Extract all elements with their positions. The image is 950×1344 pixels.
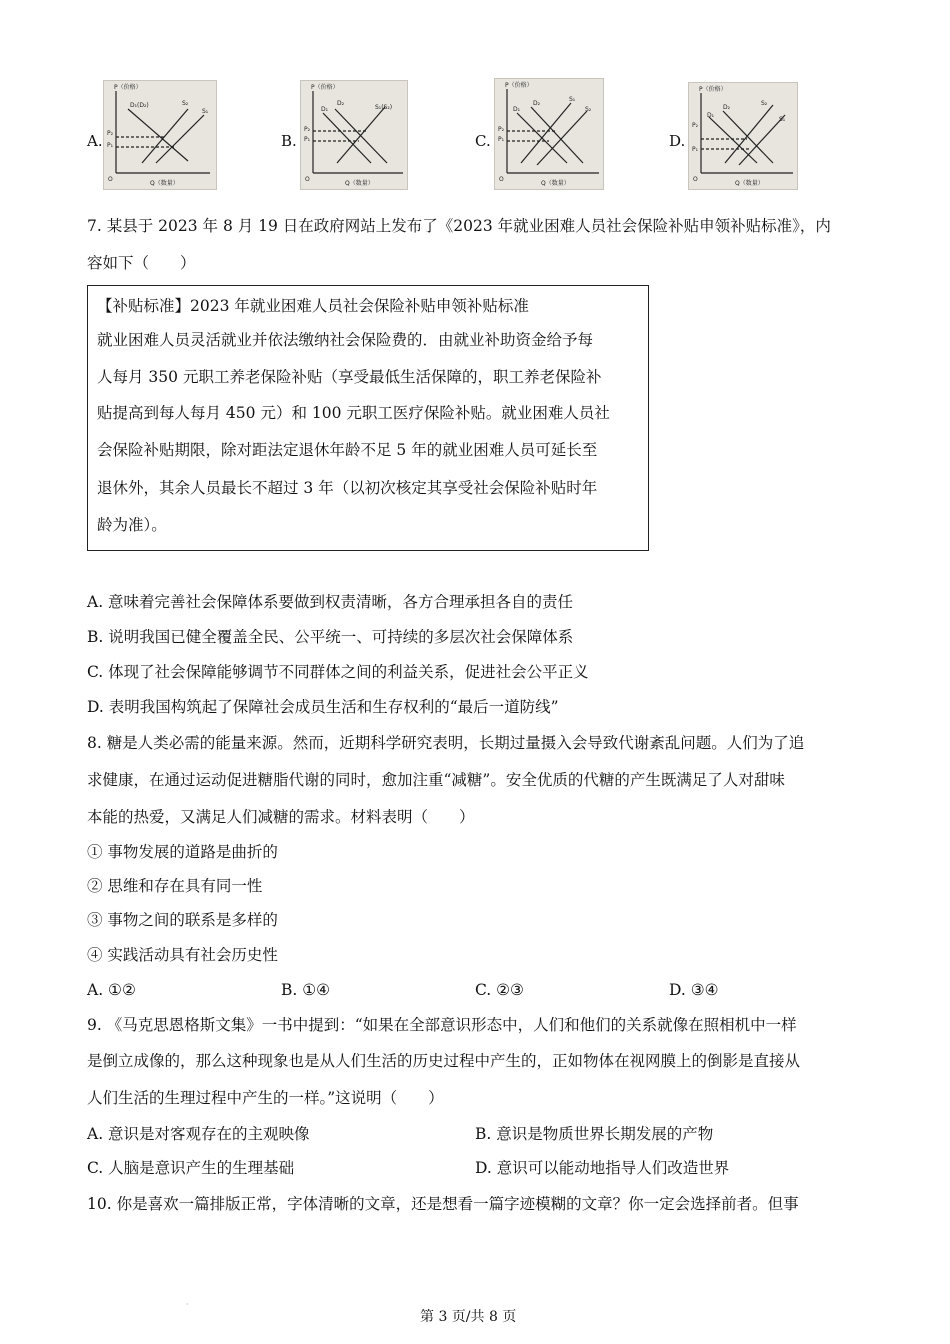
q8-stem-line-2: 求健康，在通过运动促进糖脂代谢的同时，愈加注重“减糖”。安全优质的代糖的产生既满足了人对甜味 [87, 771, 785, 789]
q6-d-origin: O [693, 176, 698, 183]
q7-box-line-4: 贴提高到每人每月 450 元）和 100 元职工医疗保险补贴。就业困难人员社 [97, 404, 610, 422]
q7-option-a[interactable]: A. 意味着完善社会保障体系要做到权责清晰，各方合理承担各自的责任 [87, 593, 574, 611]
scan-speck: · [186, 1300, 189, 1309]
q6-a-curve-d: D₁(D₂) [130, 102, 149, 109]
q6-a-price-p2: P₂ [107, 130, 114, 137]
q7-stem-line-2: 容如下（ ） [87, 254, 196, 272]
q8-option-c[interactable]: C. ②③ [475, 981, 524, 999]
q9-option-a[interactable]: A. 意识是对客观存在的主观映像 [87, 1125, 310, 1143]
q6-b-price-p1: P₁ [304, 136, 311, 143]
q6-d-q-axis: Q（数量） [735, 180, 764, 187]
q6-c-q-axis: Q（数量） [541, 180, 570, 187]
q6-option-b-letter: B. [281, 132, 297, 150]
q6-a-curve-s2: S₂ [182, 100, 189, 107]
q6-d-curve-s1: S₁ [779, 116, 786, 123]
q8-stem-line-1: 8. 糖是人类必需的能量来源。然而，近期科学研究表明，长期过量摄入会导致代谢紊乱问题。人们为了追 [87, 734, 805, 752]
page-number: 第 3 页/共 8 页 [420, 1309, 517, 1325]
q6-option-d-graph [688, 82, 798, 190]
q6-b-price-p2: P₂ [304, 126, 311, 133]
q6-b-curve-d2: D₂ [337, 100, 345, 107]
q6-d-p-axis: P（价格） [699, 86, 727, 93]
q6-a-origin: O [108, 176, 113, 183]
q6-option-c-graph [494, 78, 604, 190]
q6-c-curve-d1: D₁ [513, 106, 521, 113]
q8-option-d[interactable]: D. ③④ [669, 981, 719, 999]
q6-option-a-graph [103, 80, 217, 190]
q7-option-d[interactable]: D. 表明我国构筑起了保障社会成员生活和生存权利的“最后一道防线” [87, 698, 559, 716]
q6-d-curve-s2: S₂ [761, 100, 768, 107]
q6-b-p-axis: P（价格） [311, 84, 339, 91]
q7-box-line-2: 就业困难人员灵活就业并依法缴纳社会保险费的．由就业补助资金给予每 [97, 331, 594, 349]
q9-stem-line-3: 人们生活的生理过程中产生的一样。”这说明（ ） [87, 1089, 444, 1107]
q8-stem-line-3: 本能的热爱，又满足人们减糖的需求。材料表明（ ） [87, 808, 475, 826]
q6-a-p-axis: P（价格） [114, 84, 142, 91]
q7-box-line-7: 龄为准）。 [97, 516, 167, 534]
q6-c-p-axis: P（价格） [505, 82, 533, 89]
q7-box-line-6: 退休外，其余人员最长不超过 3 年（以初次核定其享受社会保险补贴时年 [97, 479, 598, 497]
q7-option-b[interactable]: B. 说明我国已健全覆盖全民、公平统一、可持续的多层次社会保障体系 [87, 628, 574, 646]
q6-b-q-axis: Q（数量） [345, 180, 374, 187]
q8-option-b[interactable]: B. ①④ [281, 981, 331, 999]
q6-d-curve-d1: D₁ [707, 112, 715, 119]
q8-statement-1: ① 事物发展的道路是曲折的 [87, 843, 278, 861]
q6-d-price-p1: P₁ [692, 146, 699, 153]
q9-option-d[interactable]: D. 意识可以能动地指导人们改造世界 [475, 1159, 730, 1177]
q6-d-price-p2: P₂ [692, 122, 699, 129]
q6-a-curve-s1: S₁ [202, 108, 209, 115]
q6-option-a-letter: A. [87, 132, 103, 150]
q6-c-origin: O [499, 176, 504, 183]
q6-c-curve-s1: S₁ [569, 96, 576, 103]
supply-demand-diagram-c [495, 79, 603, 189]
q9-option-b[interactable]: B. 意识是物质世界长期发展的产物 [475, 1125, 714, 1143]
q6-a-price-p1: P₁ [107, 142, 114, 149]
q6-b-origin: O [305, 176, 310, 183]
supply-demand-diagram-b [301, 81, 407, 189]
q6-c-price-p2: P₂ [498, 126, 505, 133]
q6-c-curve-s2: S₂ [585, 106, 592, 113]
q6-option-d-letter: D. [669, 132, 686, 150]
q7-option-c[interactable]: C. 体现了社会保障能够调节不同群体之间的利益关系，促进社会公平正义 [87, 663, 589, 681]
q6-c-curve-d2: D₂ [533, 100, 541, 107]
q9-stem-line-2: 是倒立成像的，那么这种现象也是从人们生活的历史过程中产生的，正如物体在视网膜上的倒影是直接从 [87, 1052, 801, 1070]
q8-option-a[interactable]: A. ①② [87, 981, 136, 999]
q9-stem-line-1: 9. 《马克思恩格斯文集》一书中提到：“如果在全部意识形态中，人们和他们的关系就像在照相机中一样 [87, 1016, 797, 1034]
q7-stem-line-1: 7. 某县于 2023 年 8 月 19 日在政府网站上发布了《2023 年就业困难人员社会保险补贴申领补贴标准》，内 [87, 217, 831, 235]
q6-b-curve-d1: D₁ [321, 106, 329, 113]
q6-c-price-p1: P₁ [498, 136, 505, 143]
q6-option-b-graph [300, 80, 408, 190]
q6-b-curve-s: S₁(S₂) [375, 104, 393, 111]
q7-box-line-5: 会保险补贴期限，除对距法定退休年龄不足 5 年的就业困难人员可延长至 [97, 441, 598, 459]
q8-statement-4: ④ 实践活动具有社会历史性 [87, 946, 278, 964]
q9-option-c[interactable]: C. 人脑是意识产生的生理基础 [87, 1159, 295, 1177]
supply-demand-diagram-d [689, 83, 797, 189]
q7-box-line-1: 【补贴标准】2023 年就业困难人员社会保险补贴申领补贴标准 [97, 297, 529, 315]
supply-demand-diagram-a [104, 81, 216, 189]
q6-d-curve-d2: D₂ [723, 104, 731, 111]
q6-a-q-axis: Q（数量） [150, 180, 179, 187]
q6-option-c-letter: C. [475, 132, 491, 150]
q8-statement-3: ③ 事物之间的联系是多样的 [87, 911, 278, 929]
q10-stem-line-1: 10. 你是喜欢一篇排版正常，字体清晰的文章，还是想看一篇字迹模糊的文章？你一定会选择前者。但事 [87, 1195, 799, 1213]
q7-box-line-3: 人每月 350 元职工养老保险补贴（享受最低生活保障的，职工养老保险补 [97, 368, 602, 386]
q8-statement-2: ② 思维和存在具有同一性 [87, 877, 263, 895]
